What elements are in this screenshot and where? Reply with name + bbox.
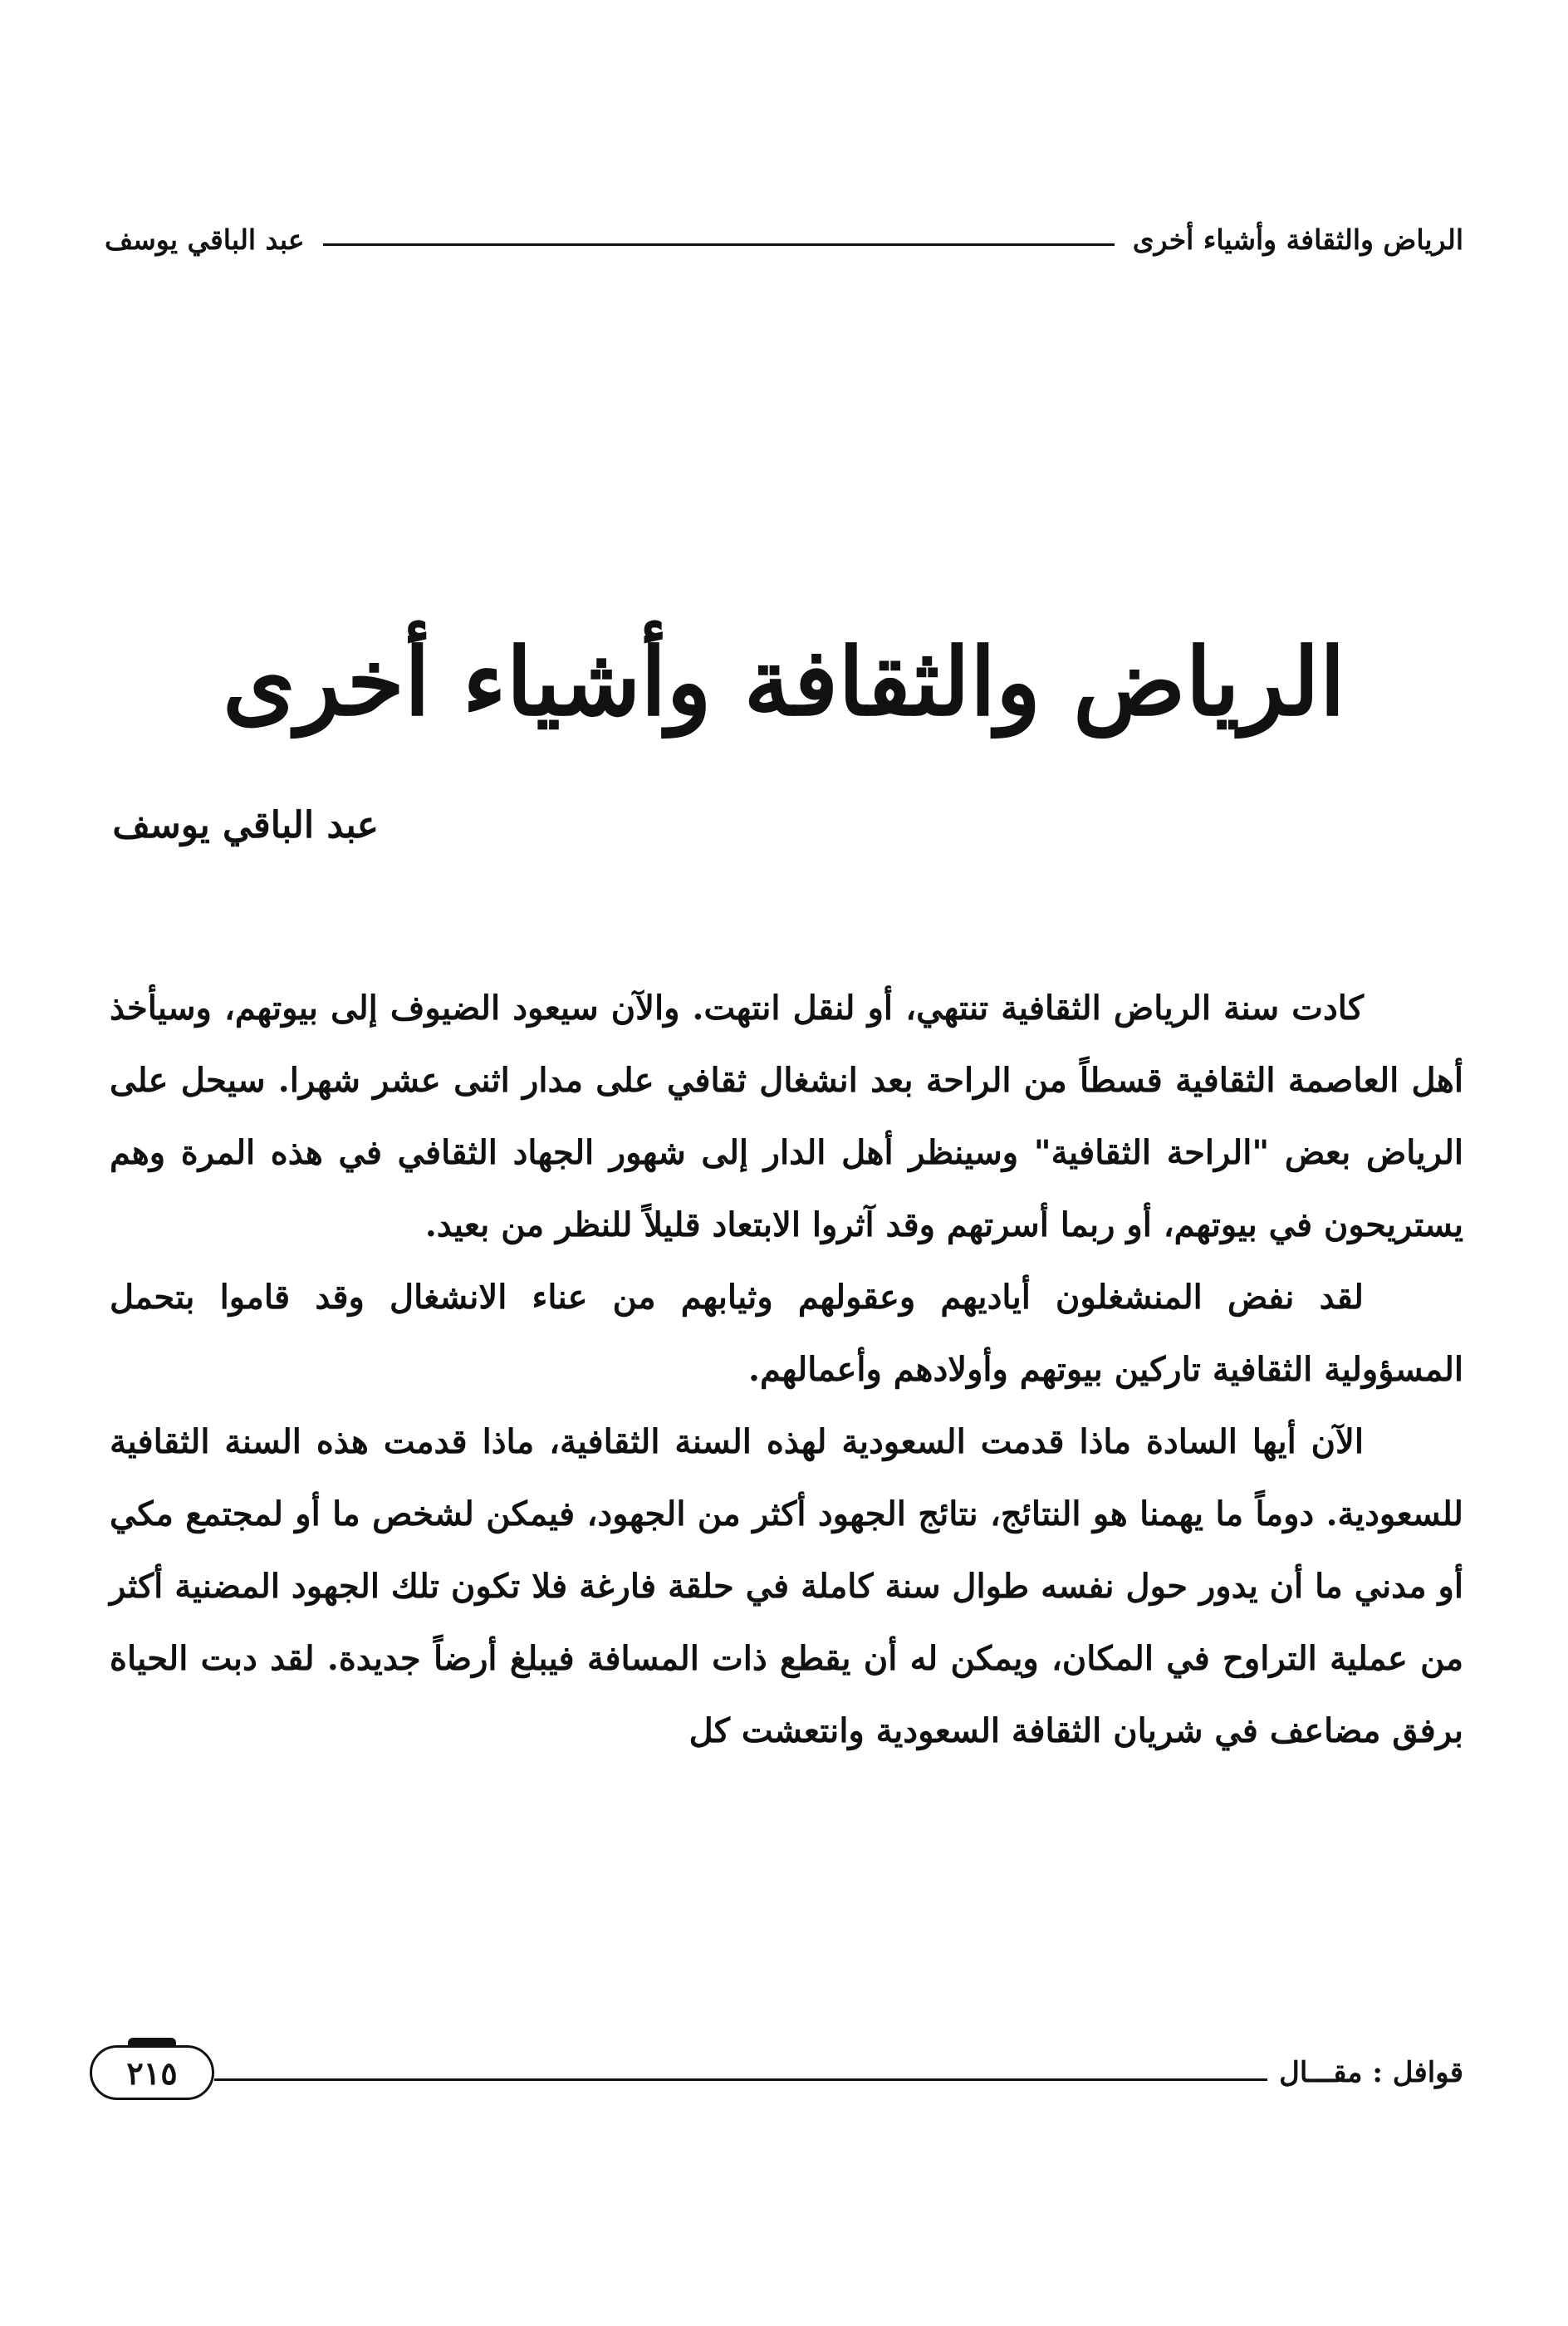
badge-ornament-icon <box>128 2038 176 2046</box>
header-rule <box>323 243 1115 246</box>
paragraph-1: كادت سنة الرياض الثقافية تنتهي، أو لنقل انتهت. والآن سيعود الضيوف إلى بيوتهم، وسيأخذ أهل العاصمة الثقافية قسطاً من الراحة بعد انشغال ثقافي على مدار اثنى عشر شهرا. سيحل على الرياض بعض "الراحة الثقافية" وسينظر أهل الدار إلى شهور الجهاد الثقافي في هذه المرة وهم يستريحون في بيوتهم، أو ربما أسرتهم وقد آثروا الابتعاد قليلاً للنظر من بعيد. <box>110 989 1463 1244</box>
article-title: الرياض والثقافة وأشياء أخرى <box>223 628 1345 737</box>
page-number: ٢١٥ <box>126 2054 178 2092</box>
running-header <box>105 214 1463 264</box>
running-header-title: الرياض والثقافة وأشياء أخرى <box>1132 223 1463 256</box>
page-number-badge <box>90 2045 214 2100</box>
article-body <box>110 972 1463 1767</box>
paragraph-2: لقد نفض المنشغلون أياديهم وعقولهم وثيابهم من عناء الانشغال وقد قاموا بتحمل المسؤولية الثقافية تاركين بيوتهم وأولادهم وأعمالهم. <box>110 1278 1463 1389</box>
page-footer <box>90 2039 1463 2106</box>
paragraph-3: الآن أيها السادة ماذا قدمت السعودية لهذه السنة الثقافية، ماذا قدمت هذه السنة الثقافية للسعودية. دوماً ما يهمنا هو النتائج، نتائج الجهود أكثر من الجهود، فيمكن لشخص ما أو لمجتمع مكي أو مدني ما أن يدور حول نفسه طوال سنة كاملة في حلقة فارغة فلا تكون تلك الجهود المضنية أكثر من عملية التراوح في المكان، ويمكن له أن يقطع ذات المسافة فيبلغ أرضاً جديدة. لقد دبت الحياة برفق مضاعف في شريان الثقافة السعودية وانتعشت كل <box>110 1422 1463 1750</box>
article-author: عبد الباقي يوسف <box>112 804 379 846</box>
footer-section-label: قوافل : مقـــال <box>1279 2056 1463 2089</box>
footer-rule <box>214 2078 1267 2081</box>
running-header-author: عبد الباقي يوسف <box>105 223 305 256</box>
